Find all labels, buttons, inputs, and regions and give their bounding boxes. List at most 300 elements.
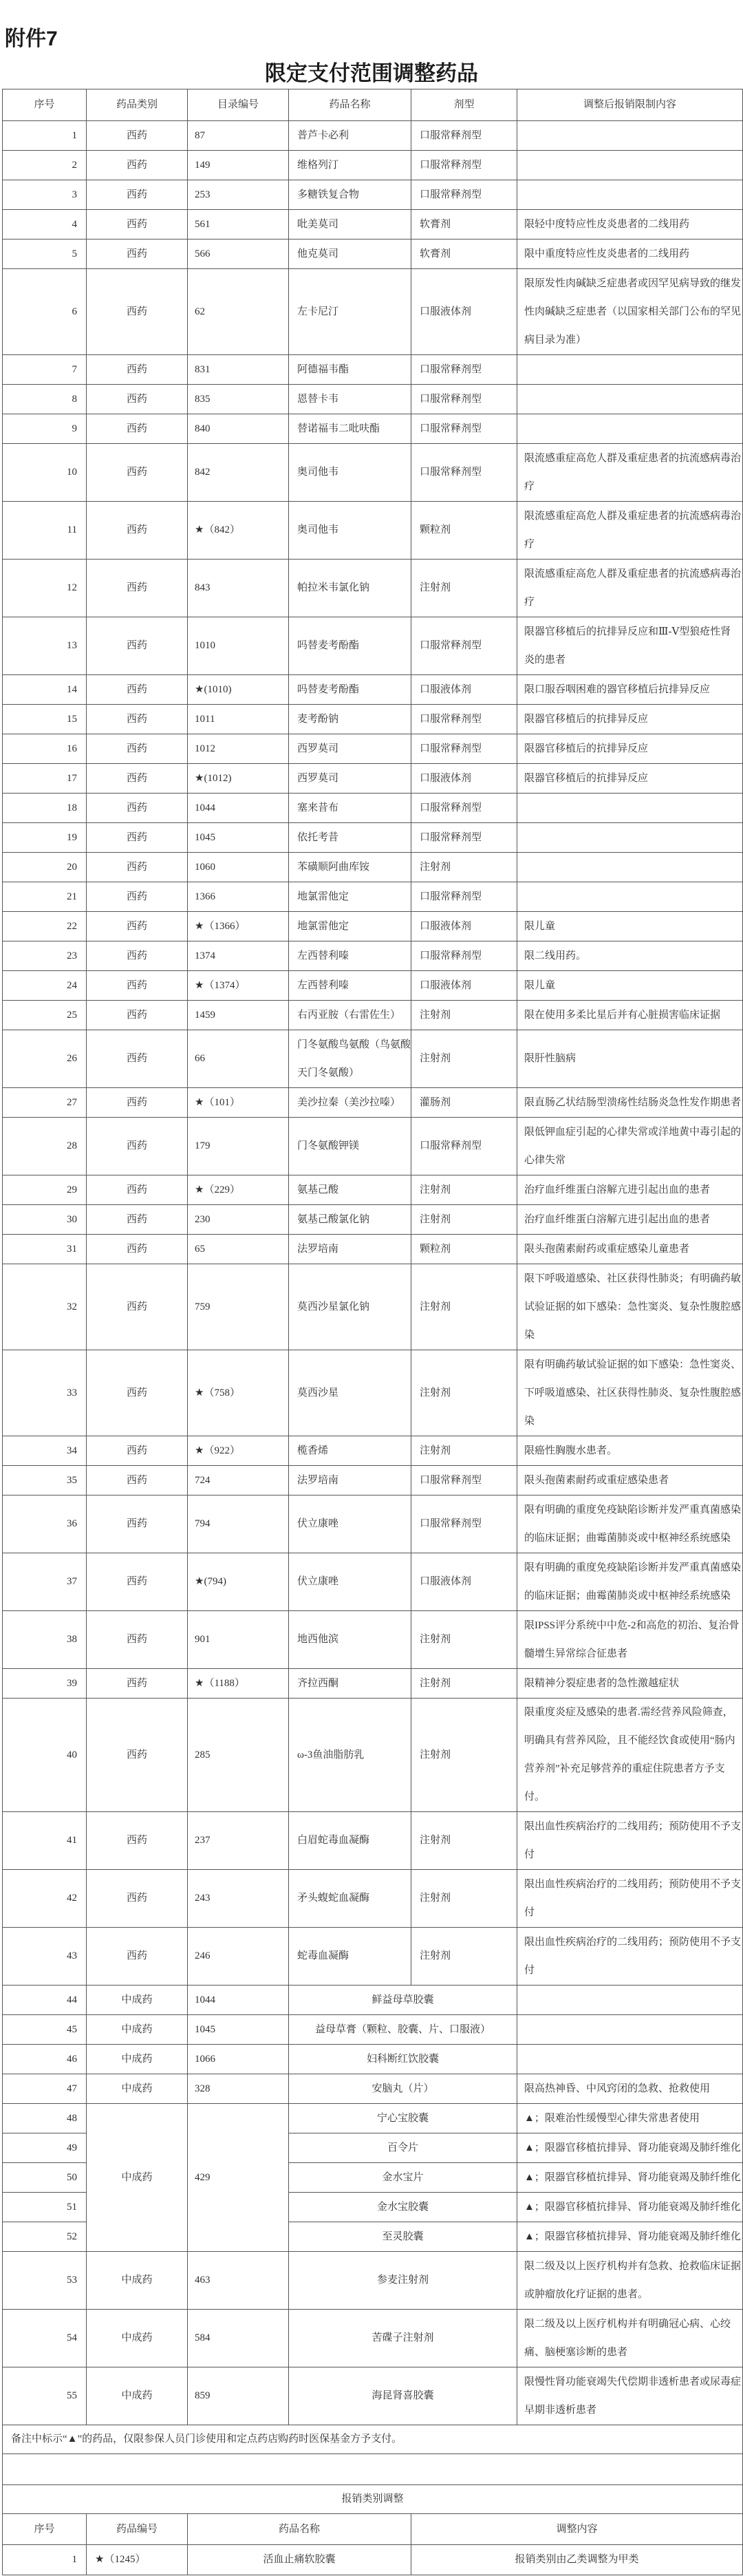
second-table-header <box>3 2485 743 2545</box>
cell-catalog-code: 1010 <box>188 617 289 675</box>
cell-catalog-code: 179 <box>188 1118 289 1175</box>
cell-dosage-form: 注射剂 <box>411 1699 517 1812</box>
cell-catalog-code: 429 <box>188 2104 289 2252</box>
table-row <box>3 1030 743 1088</box>
cell-category: 西药 <box>87 853 188 882</box>
cell-dosage-form: 口服常释剂型 <box>411 734 517 764</box>
table-row <box>3 1495 743 1553</box>
table-row <box>3 1205 743 1235</box>
cell-catalog-code: 759 <box>188 1264 289 1350</box>
spacer-cell <box>3 2454 743 2485</box>
cell-restriction <box>517 180 743 210</box>
cell-drug-name: 莫西沙星 <box>289 1350 411 1436</box>
cell-drug-name: 宁心宝胶囊 <box>289 2104 517 2133</box>
cell-restriction: 限头孢菌素耐药或重症感染儿童患者 <box>517 1235 743 1264</box>
cell-category: 西药 <box>87 1205 188 1235</box>
cell-drug-name: 氨基己酸氯化钠 <box>289 1205 411 1235</box>
cell-category: 西药 <box>87 705 188 734</box>
cell-index: 24 <box>3 971 87 1001</box>
cell-index: 33 <box>3 1350 87 1436</box>
cell-catalog-code: 1012 <box>188 734 289 764</box>
cell-catalog-code: ★（1374） <box>188 971 289 1001</box>
cell-category: 西药 <box>87 180 188 210</box>
main-header-row <box>3 89 743 121</box>
cell-index: 1 <box>3 121 87 151</box>
cell-catalog-code: 1044 <box>188 794 289 823</box>
cell-dosage-form: 注射剂 <box>411 1205 517 1235</box>
table-row <box>3 764 743 794</box>
cell-category: 西药 <box>87 1466 188 1495</box>
cell-index: 46 <box>3 2045 87 2074</box>
table-row <box>3 1611 743 1669</box>
cell-restriction: ▲；限器官移植抗排异、肾功能衰竭及肺纤维化 <box>517 2193 743 2222</box>
cell-index: 40 <box>3 1699 87 1812</box>
cell-drug-name: 法罗培南 <box>289 1466 411 1495</box>
cell-index: 8 <box>3 385 87 414</box>
cell-drug-name: 替诺福韦二吡呋酯 <box>289 414 411 444</box>
attachment-label: 附件7 <box>5 28 58 50</box>
cell-catalog-code: 66 <box>188 1030 289 1088</box>
cell-restriction: 限有明确的重度免疫缺陷诊断并发严重真菌感染的临床证据；曲霉菌肺炎或中枢神经系统感染 <box>517 1495 743 1553</box>
cell-category: 西药 <box>87 1264 188 1350</box>
cell-index: 28 <box>3 1118 87 1175</box>
cell-dosage-form: 颗粒剂 <box>411 1235 517 1264</box>
cell-index: 3 <box>3 180 87 210</box>
cell-index: 12 <box>3 560 87 617</box>
cell-restriction <box>517 385 743 414</box>
cell-drug-name: 蛇毒血凝酶 <box>289 1928 411 1986</box>
table-row <box>3 1870 743 1928</box>
cell-restriction: 限肝性脑病 <box>517 1030 743 1088</box>
cell-category: 西药 <box>87 675 188 705</box>
cell-drug-name: 地氯雷他定 <box>289 912 411 941</box>
cell-dosage-form: 注射剂 <box>411 1928 517 1986</box>
cell-index: 53 <box>3 2252 87 2310</box>
main-table-body <box>3 121 743 2485</box>
cell-drug-name: 妇科断红饮胶囊 <box>289 2045 517 2074</box>
table-row <box>3 2367 743 2425</box>
cell-restriction: 限头孢菌素耐药或重症感染患者 <box>517 1466 743 1495</box>
cell-category: 中成药 <box>87 2045 188 2074</box>
cell-catalog-code: ★(794) <box>188 1553 289 1611</box>
cell-restriction: 限出血性疾病治疗的二线用药；预防使用不予支付 <box>517 1870 743 1928</box>
cell-index: 54 <box>3 2310 87 2367</box>
cell-restriction: 限儿童 <box>517 912 743 941</box>
cell-index: 39 <box>3 1669 87 1699</box>
cell-restriction: 限在使用多柔比星后并有心脏损害临床证据 <box>517 1001 743 1030</box>
cell-restriction <box>517 2015 743 2045</box>
cell-restriction: 限二级及以上医疗机构并有急救、抢救临床证据或肿瘤放化疗证据的患者。 <box>517 2252 743 2310</box>
table-row <box>3 2045 743 2074</box>
cell-restriction: 限直肠乙状结肠型溃疡性结肠炎急性发作期患者 <box>517 1088 743 1118</box>
cell-index: 22 <box>3 912 87 941</box>
table-row <box>3 1928 743 1986</box>
cell-catalog-code: 149 <box>188 151 289 180</box>
column-header: 药品编号 <box>87 2514 188 2545</box>
table-row <box>3 912 743 941</box>
table-row <box>3 1088 743 1118</box>
cell-drug-name: 奥司他韦 <box>289 444 411 502</box>
cell-drug-name: 维格列汀 <box>289 151 411 180</box>
cell-category: 中成药 <box>87 1986 188 2015</box>
cell-catalog-code: 842 <box>188 444 289 502</box>
cell-index: 7 <box>3 355 87 385</box>
cell-index: 5 <box>3 239 87 269</box>
table-row <box>3 2104 743 2133</box>
table-row <box>3 239 743 269</box>
cell-restriction: 限出血性疾病治疗的二线用药；预防使用不予支付 <box>517 1812 743 1870</box>
cell-dosage-form: 注射剂 <box>411 1870 517 1928</box>
cell-index: 16 <box>3 734 87 764</box>
cell-category: 西药 <box>87 912 188 941</box>
cell-index: 31 <box>3 1235 87 1264</box>
cell-restriction: 治疗血纤维蛋白溶解亢进引起出血的患者 <box>517 1205 743 1235</box>
cell-category: 西药 <box>87 1669 188 1699</box>
cell-restriction: 限器官移植后的抗排异反应 <box>517 734 743 764</box>
cell-dosage-form: 注射剂 <box>411 1264 517 1350</box>
cell-catalog-code: ★（101） <box>188 1088 289 1118</box>
cell-drug-name: 榄香烯 <box>289 1436 411 1466</box>
cell-catalog-code: ★(1010) <box>188 675 289 705</box>
cell-restriction: 限器官移植后的抗排异反应和Ⅲ-Ⅴ型狼疮性肾炎的患者 <box>517 617 743 675</box>
cell-adjustment-content: 报销类别由乙类调整为甲类 <box>411 2545 743 2575</box>
cell-restriction: 限下呼吸道感染、社区获得性肺炎；有明确药敏试验证据的如下感染：急性窦炎、复杂性腹腔感染 <box>517 1264 743 1350</box>
cell-restriction: 限口服吞咽困难的器官移植后抗排异反应 <box>517 675 743 705</box>
cell-category: 西药 <box>87 1350 188 1436</box>
cell-index: 30 <box>3 1205 87 1235</box>
cell-catalog-code: 1011 <box>188 705 289 734</box>
cell-catalog-code: 62 <box>188 269 289 355</box>
cell-catalog-code: ★(1012) <box>188 764 289 794</box>
cell-drug-name: 门冬氨酸鸟氨酸（鸟氨酸天门冬氨酸） <box>289 1030 411 1088</box>
cell-catalog-code: 87 <box>188 121 289 151</box>
cell-drug-name: 苯磺顺阿曲库铵 <box>289 853 411 882</box>
cell-dosage-form: 注射剂 <box>411 1436 517 1466</box>
cell-drug-name: 恩替卡韦 <box>289 385 411 414</box>
cell-drug-name: 西罗莫司 <box>289 734 411 764</box>
cell-catalog-code: ★（842） <box>188 502 289 560</box>
table-row <box>3 1436 743 1466</box>
cell-catalog-code: 1459 <box>188 1001 289 1030</box>
table-row <box>3 1175 743 1205</box>
cell-restriction <box>517 151 743 180</box>
cell-dosage-form: 口服常释剂型 <box>411 355 517 385</box>
cell-category: 西药 <box>87 1436 188 1466</box>
table-row <box>3 794 743 823</box>
cell-index: 14 <box>3 675 87 705</box>
cell-catalog-code: 285 <box>188 1699 289 1812</box>
cell-dosage-form: 软膏剂 <box>411 239 517 269</box>
cell-restriction: 限精神分裂症患者的急性激越症状 <box>517 1669 743 1699</box>
cell-restriction: 限器官移植后的抗排异反应 <box>517 764 743 794</box>
table-row <box>3 882 743 912</box>
cell-drug-name: 阿德福韦酯 <box>289 355 411 385</box>
cell-dosage-form: 注射剂 <box>411 1350 517 1436</box>
cell-catalog-code: 794 <box>188 1495 289 1553</box>
cell-category: 西药 <box>87 1870 188 1928</box>
cell-catalog-code: 566 <box>188 239 289 269</box>
reimbursement-adjustment-table <box>2 2485 743 2575</box>
cell-index: 43 <box>3 1928 87 1986</box>
page-title: 限定支付范围调整药品 <box>265 61 478 85</box>
cell-dosage-form: 口服液体剂 <box>411 764 517 794</box>
cell-index: 36 <box>3 1495 87 1553</box>
cell-restriction: 限轻中度特应性皮炎患者的二线用药 <box>517 210 743 239</box>
cell-restriction: 限出血性疾病治疗的二线用药；预防使用不予支付 <box>517 1928 743 1986</box>
cell-index: 17 <box>3 764 87 794</box>
cell-drug-name: 普芦卡必利 <box>289 121 411 151</box>
cell-dosage-form: 口服液体剂 <box>411 971 517 1001</box>
cell-category: 中成药 <box>87 2367 188 2425</box>
cell-catalog-code: ★（922） <box>188 1436 289 1466</box>
cell-category: 西药 <box>87 1001 188 1030</box>
cell-restriction: 限癌性胸腹水患者。 <box>517 1436 743 1466</box>
cell-drug-name: 奥司他韦 <box>289 502 411 560</box>
cell-catalog-code: 463 <box>188 2252 289 2310</box>
cell-index: 11 <box>3 502 87 560</box>
cell-category: 西药 <box>87 1118 188 1175</box>
cell-dosage-form: 口服常释剂型 <box>411 180 517 210</box>
cell-dosage-form: 注射剂 <box>411 1611 517 1669</box>
table-row <box>3 385 743 414</box>
cell-catalog-code: 901 <box>188 1611 289 1669</box>
column-header: 调整后报销限制内容 <box>517 89 743 121</box>
cell-restriction: 限流感重症高危人群及重症患者的抗流感病毒治疗 <box>517 444 743 502</box>
cell-catalog-code: 1045 <box>188 823 289 853</box>
second-table-body <box>3 2545 743 2575</box>
cell-restriction: 限高热神昏、中风窍闭的急救、抢救使用 <box>517 2074 743 2104</box>
cell-restriction: 限器官移植后的抗排异反应 <box>517 705 743 734</box>
cell-drug-name: 左西替利嗪 <box>289 971 411 1001</box>
table-row <box>3 1264 743 1350</box>
cell-drug-name: 至灵胶囊 <box>289 2222 517 2252</box>
cell-index: 15 <box>3 705 87 734</box>
cell-category: 西药 <box>87 823 188 853</box>
cell-drug-name: 左西替利嗪 <box>289 941 411 971</box>
cell-drug-name: 安脑丸（片） <box>289 2074 517 2104</box>
table-row <box>3 2252 743 2310</box>
cell-dosage-form: 注射剂 <box>411 853 517 882</box>
cell-index: 44 <box>3 1986 87 2015</box>
column-header: 剂型 <box>411 89 517 121</box>
cell-category: 西药 <box>87 239 188 269</box>
cell-index: 41 <box>3 1812 87 1870</box>
cell-restriction <box>517 882 743 912</box>
cell-restriction: 限二级及以上医疗机构并有明确冠心病、心绞痛、脑梗塞诊断的患者 <box>517 2310 743 2367</box>
table-row <box>3 941 743 971</box>
cell-index: 9 <box>3 414 87 444</box>
table-row <box>3 151 743 180</box>
cell-category: 西药 <box>87 151 188 180</box>
table-row <box>3 1812 743 1870</box>
cell-dosage-form: 口服常释剂型 <box>411 444 517 502</box>
cell-index: 27 <box>3 1088 87 1118</box>
cell-dosage-form: 口服液体剂 <box>411 675 517 705</box>
cell-restriction <box>517 2045 743 2074</box>
cell-category: 西药 <box>87 269 188 355</box>
cell-catalog-code: ★（758） <box>188 1350 289 1436</box>
cell-catalog-code: 1060 <box>188 853 289 882</box>
table-row <box>3 675 743 705</box>
table-row <box>3 444 743 502</box>
cell-drug-name: 门冬氨酸钾镁 <box>289 1118 411 1175</box>
cell-catalog-code: 843 <box>188 560 289 617</box>
cell-restriction: ▲；限器官移植抗排异、肾功能衰竭及肺纤维化 <box>517 2163 743 2193</box>
cell-dosage-form: 口服液体剂 <box>411 1553 517 1611</box>
cell-category: 西药 <box>87 385 188 414</box>
cell-catalog-code: 1045 <box>188 2015 289 2045</box>
cell-restriction: ▲；限器官移植抗排异、肾功能衰竭及肺纤维化 <box>517 2222 743 2252</box>
cell-catalog-code: 65 <box>188 1235 289 1264</box>
cell-restriction: 限儿童 <box>517 971 743 1001</box>
column-header: 药品类别 <box>87 89 188 121</box>
table-row <box>3 1699 743 1812</box>
cell-category: 西药 <box>87 1553 188 1611</box>
cell-category: 西药 <box>87 502 188 560</box>
cell-dosage-form: 注射剂 <box>411 560 517 617</box>
cell-drug-name: 金水宝片 <box>289 2163 517 2193</box>
cell-drug-name: 伏立康唑 <box>289 1553 411 1611</box>
cell-drug-name: 莫西沙星氯化钠 <box>289 1264 411 1350</box>
table-row <box>3 1350 743 1436</box>
table-row <box>3 1553 743 1611</box>
cell-index: 6 <box>3 269 87 355</box>
cell-drug-name: 白眉蛇毒血凝酶 <box>289 1812 411 1870</box>
cell-catalog-code: 831 <box>188 355 289 385</box>
cell-dosage-form: 口服常释剂型 <box>411 823 517 853</box>
cell-drug-name: 多糖铁复合物 <box>289 180 411 210</box>
table-row <box>3 355 743 385</box>
cell-restriction: 限有明确的重度免疫缺陷诊断并发严重真菌感染的临床证据；曲霉菌肺炎或中枢神经系统感染 <box>517 1553 743 1611</box>
cell-dosage-form: 口服常释剂型 <box>411 941 517 971</box>
cell-category: 西药 <box>87 941 188 971</box>
table-row <box>3 2015 743 2045</box>
cell-drug-name: ω-3鱼油脂肪乳 <box>289 1699 411 1812</box>
cell-drug-name: 金水宝胶囊 <box>289 2193 517 2222</box>
cell-restriction: 限流感重症高危人群及重症患者的抗流感病毒治疗 <box>517 560 743 617</box>
table-row <box>3 1669 743 1699</box>
table-row <box>3 853 743 882</box>
cell-category: 中成药 <box>87 2310 188 2367</box>
cell-index: 51 <box>3 2193 87 2222</box>
cell-restriction <box>517 853 743 882</box>
cell-category: 西药 <box>87 617 188 675</box>
cell-index: 4 <box>3 210 87 239</box>
cell-catalog-code: 1066 <box>188 2045 289 2074</box>
cell-catalog-code: ★（1366） <box>188 912 289 941</box>
table-row <box>3 502 743 560</box>
cell-catalog-code: 246 <box>188 1928 289 1986</box>
cell-catalog-code: ★（1188） <box>188 1669 289 1699</box>
cell-index: 26 <box>3 1030 87 1088</box>
cell-drug-name: 吗替麦考酚酯 <box>289 617 411 675</box>
cell-category: 西药 <box>87 1175 188 1205</box>
table-row <box>3 1986 743 2015</box>
cell-restriction: ▲；限器官移植抗排异、肾功能衰竭及肺纤维化 <box>517 2133 743 2163</box>
cell-catalog-code: 584 <box>188 2310 289 2367</box>
cell-catalog-code: 859 <box>188 2367 289 2425</box>
cell-restriction: ▲；限难治性缓慢型心律失常患者使用 <box>517 2104 743 2133</box>
cell-drug-name: 活血止痛软胶囊 <box>188 2545 411 2575</box>
table-row <box>3 2074 743 2104</box>
cell-dosage-form: 口服常释剂型 <box>411 705 517 734</box>
cell-dosage-form: 口服常释剂型 <box>411 617 517 675</box>
table-row <box>3 617 743 675</box>
cell-category: 西药 <box>87 1088 188 1118</box>
cell-restriction <box>517 121 743 151</box>
cell-index: 42 <box>3 1870 87 1928</box>
cell-drug-name: 麦考酚钠 <box>289 705 411 734</box>
cell-dosage-form: 口服常释剂型 <box>411 882 517 912</box>
cell-index: 13 <box>3 617 87 675</box>
cell-index: 2 <box>3 151 87 180</box>
cell-catalog-code: 1366 <box>188 882 289 912</box>
column-header: 序号 <box>3 89 87 121</box>
cell-dosage-form: 口服常释剂型 <box>411 794 517 823</box>
cell-restriction: 限慢性肾功能衰竭失代偿期非透析患者或尿毒症早期非透析患者 <box>517 2367 743 2425</box>
cell-index: 37 <box>3 1553 87 1611</box>
table-row <box>3 823 743 853</box>
cell-drug-name: 塞来昔布 <box>289 794 411 823</box>
cell-category: 西药 <box>87 1928 188 1986</box>
cell-index: 18 <box>3 794 87 823</box>
cell-restriction <box>517 794 743 823</box>
cell-category: 西药 <box>87 121 188 151</box>
cell-category: 中成药 <box>87 2074 188 2104</box>
cell-index: 19 <box>3 823 87 853</box>
section-title: 报销类别调整 <box>3 2485 743 2514</box>
cell-drug-name: 右丙亚胺（右雷佐生） <box>289 1001 411 1030</box>
cell-category: 西药 <box>87 1812 188 1870</box>
cell-restriction <box>517 823 743 853</box>
cell-dosage-form: 灌肠剂 <box>411 1088 517 1118</box>
cell-drug-name: 左卡尼汀 <box>289 269 411 355</box>
cell-restriction: 限中重度特应性皮炎患者的二线用药 <box>517 239 743 269</box>
cell-category: 西药 <box>87 1030 188 1088</box>
cell-category: 西药 <box>87 210 188 239</box>
cell-restriction: 限重度炎症及感染的患者.需经营养风险筛查，明确具有营养风险，且不能经饮食或使用“肠内营养剂”补充足够营养的重症住院患者方予支付。 <box>517 1699 743 1812</box>
column-header: 药品名称 <box>289 89 411 121</box>
cell-drug-name: 海昆肾喜胶囊 <box>289 2367 517 2425</box>
cell-category: 西药 <box>87 764 188 794</box>
cell-dosage-form: 口服液体剂 <box>411 269 517 355</box>
cell-index: 21 <box>3 882 87 912</box>
cell-drug-name: 西罗莫司 <box>289 764 411 794</box>
column-header: 目录编号 <box>188 89 289 121</box>
cell-dosage-form: 口服常释剂型 <box>411 151 517 180</box>
cell-index: 25 <box>3 1001 87 1030</box>
cell-drug-name: 地西他滨 <box>289 1611 411 1669</box>
cell-dosage-form: 口服液体剂 <box>411 912 517 941</box>
cell-dosage-form: 注射剂 <box>411 1001 517 1030</box>
cell-category: 中成药 <box>87 2015 188 2045</box>
cell-drug-name: 百令片 <box>289 2133 517 2163</box>
cell-drug-name: 吡美莫司 <box>289 210 411 239</box>
cell-category: 西药 <box>87 444 188 502</box>
cell-category: 西药 <box>87 794 188 823</box>
cell-category: 西药 <box>87 882 188 912</box>
footnote-row <box>3 2425 743 2454</box>
table-row <box>3 1001 743 1030</box>
cell-index: 23 <box>3 941 87 971</box>
cell-catalog-code: 328 <box>188 2074 289 2104</box>
cell-drug-name: 伏立康唑 <box>289 1495 411 1553</box>
cell-dosage-form: 口服常释剂型 <box>411 1466 517 1495</box>
cell-catalog-code: 237 <box>188 1812 289 1870</box>
cell-drug-name: 吗替麦考酚酯 <box>289 675 411 705</box>
cell-dosage-form: 颗粒剂 <box>411 502 517 560</box>
cell-catalog-code: 561 <box>188 210 289 239</box>
